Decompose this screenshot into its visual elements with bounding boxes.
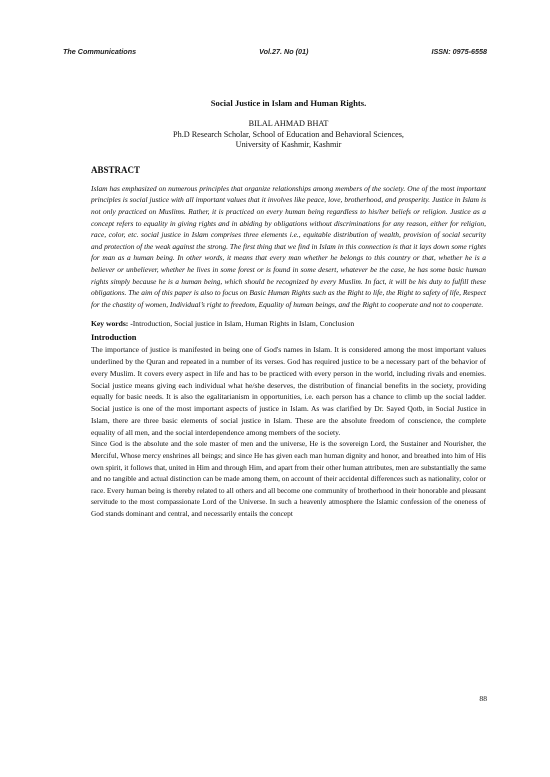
introduction-paragraph-2: Since God is the absolute and the sole master of men and the universe, He is the sovereign Lord, the Sustainer and Nourisher, the Merciful, Whose mercy enshrines all beings; and since He has given each man human dignity and honor, and breathed into him of His own spirit, it follows that, united in Him and through Him, and apart from their other human attributes, men are substantially the same and no tangible and actual distinction can be made among them, on account of their accidental differences such as nationality, color or race. Every human being is thereby related to all others and all become one community of brotherhood in their honorable and pleasant servitude to the most compassionate Lord of the Universe. In such a heavenly atmosphere the Islamic confession of the oneness of God stands dominant and central, and necessarily entails the concept <box>91 439 486 518</box>
keywords-label: Key words: - <box>91 319 133 329</box>
article-body <box>91 98 486 519</box>
author-affiliation: Ph.D Research Scholar, School of Education and Behavioral Sciences, <box>173 129 404 139</box>
introduction-paragraph-1: The importance of justice is manifested in being one of God's names in Islam. It is considered among the most important values underlined by the Quran and repeated in a number of its verses. God has required justice to be a necessary part of the behavior of every Muslim. It covers every aspect in life and has to be practiced with every person in the world, including rivals and enemies. Social justice means giving each individual what he/she deserves, the distribution of financial benefits in the society, providing equally for basic needs. It is also the egalitarianism in opportunities, i.e. each person has a chance to climb up the social ladder. Social justice is one of the most important aspects of justice in Islam. As was clarified by Dr. Sayed Qotb, in Social Justice in Islam, there are three basic elements of social justice in Islam. These are the absolute freedom of conscience, the complete equality of all men, and the social interdependence among members of the society. <box>91 345 486 437</box>
keywords <box>91 319 486 328</box>
keywords-text: Introduction, Social justice in Islam, Human Rights in Islam, Conclusion <box>132 319 355 329</box>
author-name: BILAL AHMAD BHAT <box>248 119 329 128</box>
author-university: University of Kashmir, Kashmir <box>235 140 342 150</box>
abstract-text: Islam has emphasized on numerous principles that organize relationships among members of the society. One of the most important principles is social justice with all important values that it involves like peace, love, brotherhood, and prosperity. Justice in Islam is not only practiced on Muslims. Rather, it is practiced on every human being regardless to his/her beliefs or religion. Justice as a concept refers to equality in giving rights and in abiding by obligations without discriminations for any reason, either for religion, race, color, etc. social justice in Islam comprises three elements i.e., equitable distribution of wealth, provision of social security and protection of the weak against the strong. The first thing that we find in Islam in this connection is that it lays down some rights for man as a human being. In other words, it means that every man whether he belongs to this country or that, whether he is a believer or unbeliever, whether he lives in some forest or is found in some desert, whatever be the case, he has some basic human rights simply because he is a human being, which should be recognized by every Muslim. In fact, it will be his duty to fulfill these obligations. The aim of this paper is also to focus on Basic Human Rights such as the Right to life, the Right to safety of life, Respect for the chastity of women, Individual’s right to freedom, Equality of human beings, and the Right to cooperate and not to cooperate. <box>91 183 486 309</box>
abstract-heading: ABSTRACT <box>91 164 141 175</box>
journal-volume: Vol.27. No (01) <box>259 47 309 56</box>
paper-title: Social Justice in Islam and Human Rights. <box>210 98 367 108</box>
journal-name: The Communications <box>63 47 137 56</box>
journal-issn: ISSN: 0975-6558 <box>431 47 487 56</box>
page-number: 88 <box>479 694 487 703</box>
author-block <box>91 119 486 151</box>
running-header <box>63 47 487 56</box>
introduction-heading: Introduction <box>91 333 137 343</box>
